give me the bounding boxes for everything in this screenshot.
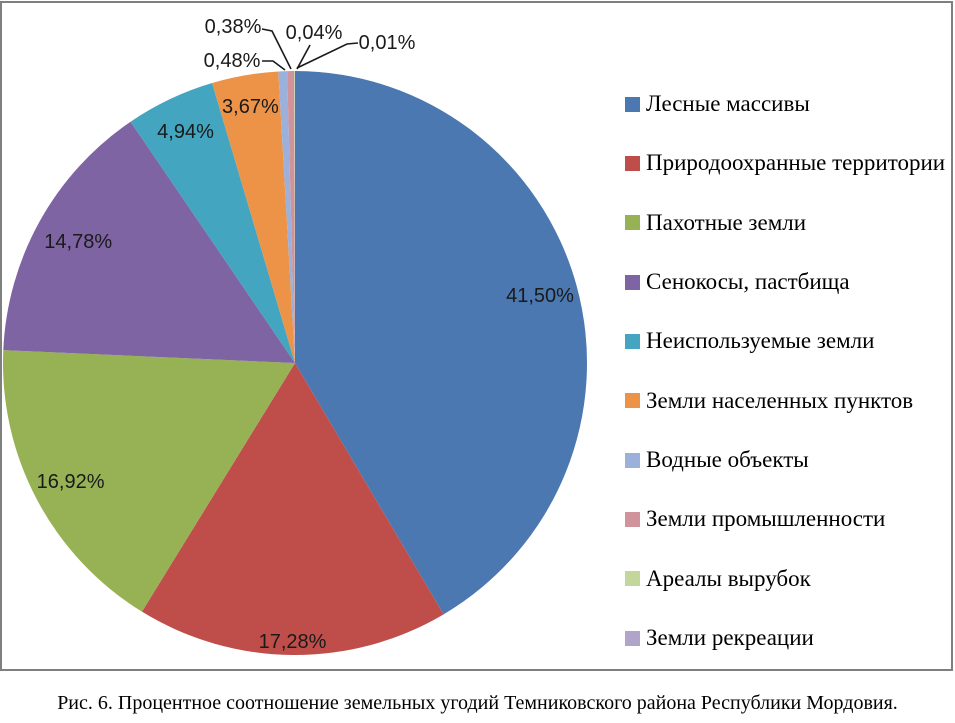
legend-item-label: Сенокосы, пастбища [646,269,850,295]
legend-item-label: Земли рекреации [646,625,814,651]
legend-item-label: Земли промышленности [646,506,886,532]
legend-item-label: Лесные массивы [646,91,810,116]
legend-color-swatch [625,571,640,586]
slice-value-label: 16,92% [36,471,105,493]
slice-value-label: 3,67% [222,96,279,118]
legend-color-swatch [625,393,640,408]
legend-item [625,625,814,651]
legend-item [625,328,874,354]
legend-color-swatch [625,631,640,646]
legend-color-swatch [625,453,640,468]
legend-item-label: Водные объекты [646,447,809,473]
legend-item [625,91,810,117]
slice-value-label: 41,50% [506,285,574,307]
slice-value-label: 0,04% [285,22,343,44]
legend-color-swatch [625,275,640,290]
slice-value-label: 4,94% [157,121,214,144]
slice-value-label: 0,38% [204,16,262,38]
legend-color-swatch [625,156,640,171]
leader-line [297,43,358,68]
legend-item [625,388,913,414]
legend-item [625,447,809,473]
slice-value-label: 17,28% [258,630,327,653]
legend-item [625,210,806,236]
legend-item [625,506,885,532]
legend-item-label: Природоохранные территории [646,150,946,176]
legend-color-swatch [625,334,640,349]
figure-caption: Рис. 6. Процентное соотношение земельных угодий Темниковского района Республики Мордовия. [57,692,898,714]
legend-item-label: Ареалы вырубок [646,565,811,591]
slice-value-label: 14,78% [44,231,113,254]
legend-item-label: Земли населенных пунктов [646,387,914,413]
slice-value-label: 0,48% [203,50,261,72]
legend-item-label: Неиспользуемые земли [646,328,875,354]
legend-item [625,150,945,176]
slice-value-label: 0,01% [358,32,416,54]
legend-item-label: Пахотные земли [646,209,807,235]
leader-line [262,61,285,70]
legend-color-swatch [625,512,640,527]
legend-item [625,269,850,295]
legend-color-swatch [625,97,640,112]
legend-item [625,566,811,592]
legend-color-swatch [625,215,640,230]
